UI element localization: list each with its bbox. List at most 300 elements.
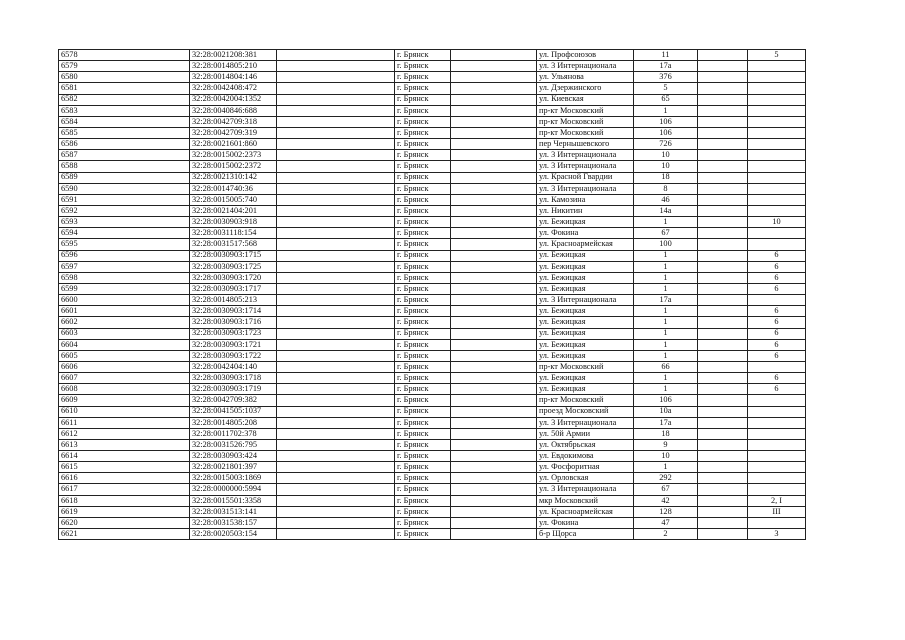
house-number: 1: [634, 105, 698, 116]
city: г. Брянск: [395, 150, 451, 161]
empty-cell: [451, 328, 537, 339]
empty-cell: [451, 473, 537, 484]
building-number: 6: [748, 350, 806, 361]
street: пер Чернышевского: [537, 139, 634, 150]
record-number: 6596: [59, 250, 190, 261]
table-row: [59, 506, 806, 517]
empty-cell: [451, 395, 537, 406]
street: ул. Орловская: [537, 473, 634, 484]
empty-cell: [451, 139, 537, 150]
cadastral-number: 32:28:0000000:5994: [190, 484, 277, 495]
building-number: 6: [748, 317, 806, 328]
cadastral-number: 32:28:0030903:1720: [190, 272, 277, 283]
empty-cell: [277, 172, 395, 183]
building-number: 6: [748, 283, 806, 294]
city: г. Брянск: [395, 161, 451, 172]
house-number: 18: [634, 172, 698, 183]
city: г. Брянск: [395, 94, 451, 105]
empty-cell: [698, 194, 748, 205]
city: г. Брянск: [395, 473, 451, 484]
cadastral-number: 32:28:0015002:2373: [190, 150, 277, 161]
building-number: 10: [748, 217, 806, 228]
record-number: 6616: [59, 473, 190, 484]
empty-cell: [451, 339, 537, 350]
house-number: 9: [634, 439, 698, 450]
record-number: 6580: [59, 72, 190, 83]
building-number: [748, 205, 806, 216]
cadastral-number: 32:28:0031513:141: [190, 506, 277, 517]
street: мкр Московский: [537, 495, 634, 506]
street: ул. Бежицкая: [537, 283, 634, 294]
building-number: [748, 361, 806, 372]
empty-cell: [451, 239, 537, 250]
record-number: 6579: [59, 61, 190, 72]
street: ул. 3 Интернационала: [537, 295, 634, 306]
empty-cell: [277, 373, 395, 384]
empty-cell: [451, 373, 537, 384]
street: ул. Бежицкая: [537, 350, 634, 361]
record-number: 6581: [59, 83, 190, 94]
empty-cell: [698, 350, 748, 361]
empty-cell: [451, 506, 537, 517]
street: ул. Камозина: [537, 194, 634, 205]
empty-cell: [698, 139, 748, 150]
empty-cell: [451, 283, 537, 294]
empty-cell: [277, 261, 395, 272]
empty-cell: [277, 506, 395, 517]
empty-cell: [277, 72, 395, 83]
building-number: 6: [748, 339, 806, 350]
cadastral-number: 32:28:0014805:210: [190, 61, 277, 72]
cadastral-number: 32:28:0021601:860: [190, 139, 277, 150]
record-number: 6594: [59, 228, 190, 239]
empty-cell: [698, 306, 748, 317]
cadastral-number: 32:28:0030903:1723: [190, 328, 277, 339]
record-number: 6605: [59, 350, 190, 361]
table-row: [59, 462, 806, 473]
record-number: 6614: [59, 451, 190, 462]
empty-cell: [277, 105, 395, 116]
house-number: 17а: [634, 295, 698, 306]
empty-cell: [277, 484, 395, 495]
empty-cell: [277, 306, 395, 317]
empty-cell: [277, 473, 395, 484]
building-number: [748, 139, 806, 150]
record-number: 6615: [59, 462, 190, 473]
empty-cell: [698, 228, 748, 239]
empty-cell: [698, 328, 748, 339]
table-row: [59, 127, 806, 138]
city: г. Брянск: [395, 506, 451, 517]
city: г. Брянск: [395, 517, 451, 528]
empty-cell: [451, 105, 537, 116]
registry-table: [58, 49, 806, 540]
city: г. Брянск: [395, 183, 451, 194]
empty-cell: [451, 462, 537, 473]
empty-cell: [451, 529, 537, 540]
empty-cell: [698, 517, 748, 528]
house-number: 47: [634, 517, 698, 528]
empty-cell: [698, 462, 748, 473]
street: б-р Щорса: [537, 529, 634, 540]
empty-cell: [451, 261, 537, 272]
house-number: 376: [634, 72, 698, 83]
empty-cell: [698, 295, 748, 306]
house-number: 1: [634, 283, 698, 294]
empty-cell: [277, 462, 395, 473]
table-row: [59, 239, 806, 250]
house-number: 11: [634, 50, 698, 61]
record-number: 6613: [59, 439, 190, 450]
table-row: [59, 228, 806, 239]
cadastral-number: 32:28:0031526:795: [190, 439, 277, 450]
empty-cell: [277, 116, 395, 127]
street: ул. Красноармейская: [537, 506, 634, 517]
table-row: [59, 473, 806, 484]
empty-cell: [451, 83, 537, 94]
house-number: 1: [634, 317, 698, 328]
house-number: 1: [634, 384, 698, 395]
street: ул. Бежицкая: [537, 373, 634, 384]
empty-cell: [451, 495, 537, 506]
table-row: [59, 295, 806, 306]
building-number: 6: [748, 272, 806, 283]
house-number: 1: [634, 272, 698, 283]
record-number: 6619: [59, 506, 190, 517]
house-number: 106: [634, 127, 698, 138]
city: г. Брянск: [395, 417, 451, 428]
cadastral-number: 32:28:0030903:1719: [190, 384, 277, 395]
empty-cell: [698, 205, 748, 216]
house-number: 10: [634, 150, 698, 161]
table-row: [59, 250, 806, 261]
table-row: [59, 328, 806, 339]
empty-cell: [277, 83, 395, 94]
street: ул. Евдокимова: [537, 451, 634, 462]
table-row: [59, 384, 806, 395]
building-number: [748, 116, 806, 127]
city: г. Брянск: [395, 361, 451, 372]
empty-cell: [698, 250, 748, 261]
city: г. Брянск: [395, 50, 451, 61]
table-row: [59, 205, 806, 216]
street: ул. 3 Интернационала: [537, 161, 634, 172]
building-number: [748, 161, 806, 172]
empty-cell: [277, 350, 395, 361]
city: г. Брянск: [395, 61, 451, 72]
city: г. Брянск: [395, 428, 451, 439]
building-number: [748, 295, 806, 306]
empty-cell: [277, 217, 395, 228]
empty-cell: [698, 61, 748, 72]
empty-cell: [277, 406, 395, 417]
street: ул. 3 Интернационала: [537, 150, 634, 161]
record-number: 6582: [59, 94, 190, 105]
city: г. Брянск: [395, 72, 451, 83]
house-number: 42: [634, 495, 698, 506]
street: ул. Бежицкая: [537, 317, 634, 328]
empty-cell: [277, 384, 395, 395]
building-number: [748, 428, 806, 439]
empty-cell: [277, 183, 395, 194]
street: ул. Бежицкая: [537, 339, 634, 350]
city: г. Брянск: [395, 395, 451, 406]
table-row: [59, 484, 806, 495]
street: ул. Бежицкая: [537, 328, 634, 339]
empty-cell: [451, 217, 537, 228]
street: ул. Никитин: [537, 205, 634, 216]
house-number: 1: [634, 261, 698, 272]
city: г. Брянск: [395, 306, 451, 317]
building-number: 6: [748, 250, 806, 261]
house-number: 65: [634, 94, 698, 105]
table-row: [59, 529, 806, 540]
building-number: [748, 484, 806, 495]
city: г. Брянск: [395, 328, 451, 339]
record-number: 6608: [59, 384, 190, 395]
house-number: 128: [634, 506, 698, 517]
building-number: [748, 228, 806, 239]
building-number: [748, 183, 806, 194]
house-number: 1: [634, 339, 698, 350]
record-number: 6621: [59, 529, 190, 540]
empty-cell: [277, 529, 395, 540]
city: г. Брянск: [395, 261, 451, 272]
cadastral-number: 32:28:0014740:36: [190, 183, 277, 194]
building-number: 2, I: [748, 495, 806, 506]
empty-cell: [277, 194, 395, 205]
building-number: [748, 61, 806, 72]
city: г. Брянск: [395, 83, 451, 94]
empty-cell: [698, 183, 748, 194]
empty-cell: [277, 61, 395, 72]
house-number: 100: [634, 239, 698, 250]
street: ул. 50й Армии: [537, 428, 634, 439]
table-row: [59, 94, 806, 105]
registry-page: [58, 49, 806, 540]
empty-cell: [698, 72, 748, 83]
empty-cell: [698, 473, 748, 484]
record-number: 6597: [59, 261, 190, 272]
building-number: 6: [748, 328, 806, 339]
house-number: 1: [634, 350, 698, 361]
record-number: 6601: [59, 306, 190, 317]
street: ул. Бежицкая: [537, 217, 634, 228]
record-number: 6592: [59, 205, 190, 216]
house-number: 18: [634, 428, 698, 439]
cadastral-number: 32:28:0015003:1869: [190, 473, 277, 484]
building-number: 5: [748, 50, 806, 61]
building-number: [748, 127, 806, 138]
cadastral-number: 32:28:0042004:1352: [190, 94, 277, 105]
table-row: [59, 272, 806, 283]
empty-cell: [451, 116, 537, 127]
street: ул. Киевская: [537, 94, 634, 105]
record-number: 6618: [59, 495, 190, 506]
empty-cell: [451, 172, 537, 183]
empty-cell: [451, 451, 537, 462]
street: ул. Красноармейская: [537, 239, 634, 250]
empty-cell: [277, 161, 395, 172]
record-number: 6585: [59, 127, 190, 138]
empty-cell: [277, 228, 395, 239]
building-number: [748, 406, 806, 417]
house-number: 2: [634, 529, 698, 540]
empty-cell: [277, 283, 395, 294]
empty-cell: [277, 127, 395, 138]
empty-cell: [451, 517, 537, 528]
city: г. Брянск: [395, 139, 451, 150]
city: г. Брянск: [395, 283, 451, 294]
street: ул. Бежицкая: [537, 272, 634, 283]
table-row: [59, 161, 806, 172]
empty-cell: [698, 339, 748, 350]
cadastral-number: 32:28:0030903:1714: [190, 306, 277, 317]
empty-cell: [277, 317, 395, 328]
empty-cell: [698, 395, 748, 406]
record-number: 6612: [59, 428, 190, 439]
cadastral-number: 32:28:0040846:688: [190, 105, 277, 116]
table-row: [59, 105, 806, 116]
city: г. Брянск: [395, 172, 451, 183]
house-number: 17а: [634, 61, 698, 72]
building-number: [748, 94, 806, 105]
building-number: [748, 517, 806, 528]
empty-cell: [451, 295, 537, 306]
empty-cell: [277, 150, 395, 161]
cadastral-number: 32:28:0030903:1716: [190, 317, 277, 328]
cadastral-number: 32:28:0042709:382: [190, 395, 277, 406]
registry-rows: [59, 50, 806, 540]
empty-cell: [451, 384, 537, 395]
empty-cell: [698, 50, 748, 61]
table-row: [59, 317, 806, 328]
record-number: 6599: [59, 283, 190, 294]
table-row: [59, 517, 806, 528]
record-number: 6589: [59, 172, 190, 183]
empty-cell: [698, 495, 748, 506]
street: ул. Ульянова: [537, 72, 634, 83]
empty-cell: [451, 428, 537, 439]
street: ул. Бежицкая: [537, 250, 634, 261]
empty-cell: [451, 161, 537, 172]
table-row: [59, 83, 806, 94]
cadastral-number: 32:28:0021801:397: [190, 462, 277, 473]
cadastral-number: 32:28:0011702:378: [190, 428, 277, 439]
building-number: [748, 105, 806, 116]
empty-cell: [698, 161, 748, 172]
building-number: 6: [748, 261, 806, 272]
table-row: [59, 50, 806, 61]
building-number: [748, 439, 806, 450]
empty-cell: [698, 439, 748, 450]
record-number: 6583: [59, 105, 190, 116]
empty-cell: [451, 361, 537, 372]
table-row: [59, 194, 806, 205]
house-number: 10: [634, 451, 698, 462]
house-number: 106: [634, 116, 698, 127]
empty-cell: [277, 50, 395, 61]
record-number: 6603: [59, 328, 190, 339]
building-number: III: [748, 506, 806, 517]
empty-cell: [277, 272, 395, 283]
cadastral-number: 32:28:0031118:154: [190, 228, 277, 239]
empty-cell: [698, 506, 748, 517]
record-number: 6609: [59, 395, 190, 406]
house-number: 1: [634, 373, 698, 384]
record-number: 6600: [59, 295, 190, 306]
empty-cell: [277, 250, 395, 261]
table-row: [59, 283, 806, 294]
empty-cell: [698, 283, 748, 294]
empty-cell: [698, 373, 748, 384]
table-row: [59, 361, 806, 372]
cadastral-number: 32:28:0015501:3358: [190, 495, 277, 506]
empty-cell: [698, 83, 748, 94]
city: г. Брянск: [395, 317, 451, 328]
record-number: 6586: [59, 139, 190, 150]
house-number: 1: [634, 328, 698, 339]
empty-cell: [698, 94, 748, 105]
empty-cell: [277, 94, 395, 105]
record-number: 6611: [59, 417, 190, 428]
city: г. Брянск: [395, 462, 451, 473]
empty-cell: [698, 451, 748, 462]
city: г. Брянск: [395, 406, 451, 417]
empty-cell: [451, 183, 537, 194]
cadastral-number: 32:28:0021310:142: [190, 172, 277, 183]
empty-cell: [451, 127, 537, 138]
city: г. Брянск: [395, 217, 451, 228]
cadastral-number: 32:28:0030903:1715: [190, 250, 277, 261]
street: ул. Бежицкая: [537, 306, 634, 317]
empty-cell: [698, 150, 748, 161]
empty-cell: [698, 406, 748, 417]
street: проезд Московский: [537, 406, 634, 417]
house-number: 106: [634, 395, 698, 406]
city: г. Брянск: [395, 205, 451, 216]
empty-cell: [698, 217, 748, 228]
street: ул. Профсоюзов: [537, 50, 634, 61]
table-row: [59, 395, 806, 406]
house-number: 5: [634, 83, 698, 94]
empty-cell: [451, 94, 537, 105]
cadastral-number: 32:28:0030903:1721: [190, 339, 277, 350]
record-number: 6598: [59, 272, 190, 283]
table-row: [59, 451, 806, 462]
table-row: [59, 116, 806, 127]
empty-cell: [698, 384, 748, 395]
table-row: [59, 72, 806, 83]
cadastral-number: 32:28:0041505:1037: [190, 406, 277, 417]
house-number: 10: [634, 161, 698, 172]
street: ул. Октябрьская: [537, 439, 634, 450]
city: г. Брянск: [395, 194, 451, 205]
empty-cell: [451, 50, 537, 61]
cadastral-number: 32:28:0030903:424: [190, 451, 277, 462]
city: г. Брянск: [395, 295, 451, 306]
house-number: 8: [634, 183, 698, 194]
record-number: 6607: [59, 373, 190, 384]
empty-cell: [277, 339, 395, 350]
empty-cell: [698, 361, 748, 372]
city: г. Брянск: [395, 373, 451, 384]
record-number: 6602: [59, 317, 190, 328]
table-row: [59, 339, 806, 350]
street: ул. Фосфоритная: [537, 462, 634, 473]
empty-cell: [451, 72, 537, 83]
cadastral-number: 32:28:0042408:472: [190, 83, 277, 94]
